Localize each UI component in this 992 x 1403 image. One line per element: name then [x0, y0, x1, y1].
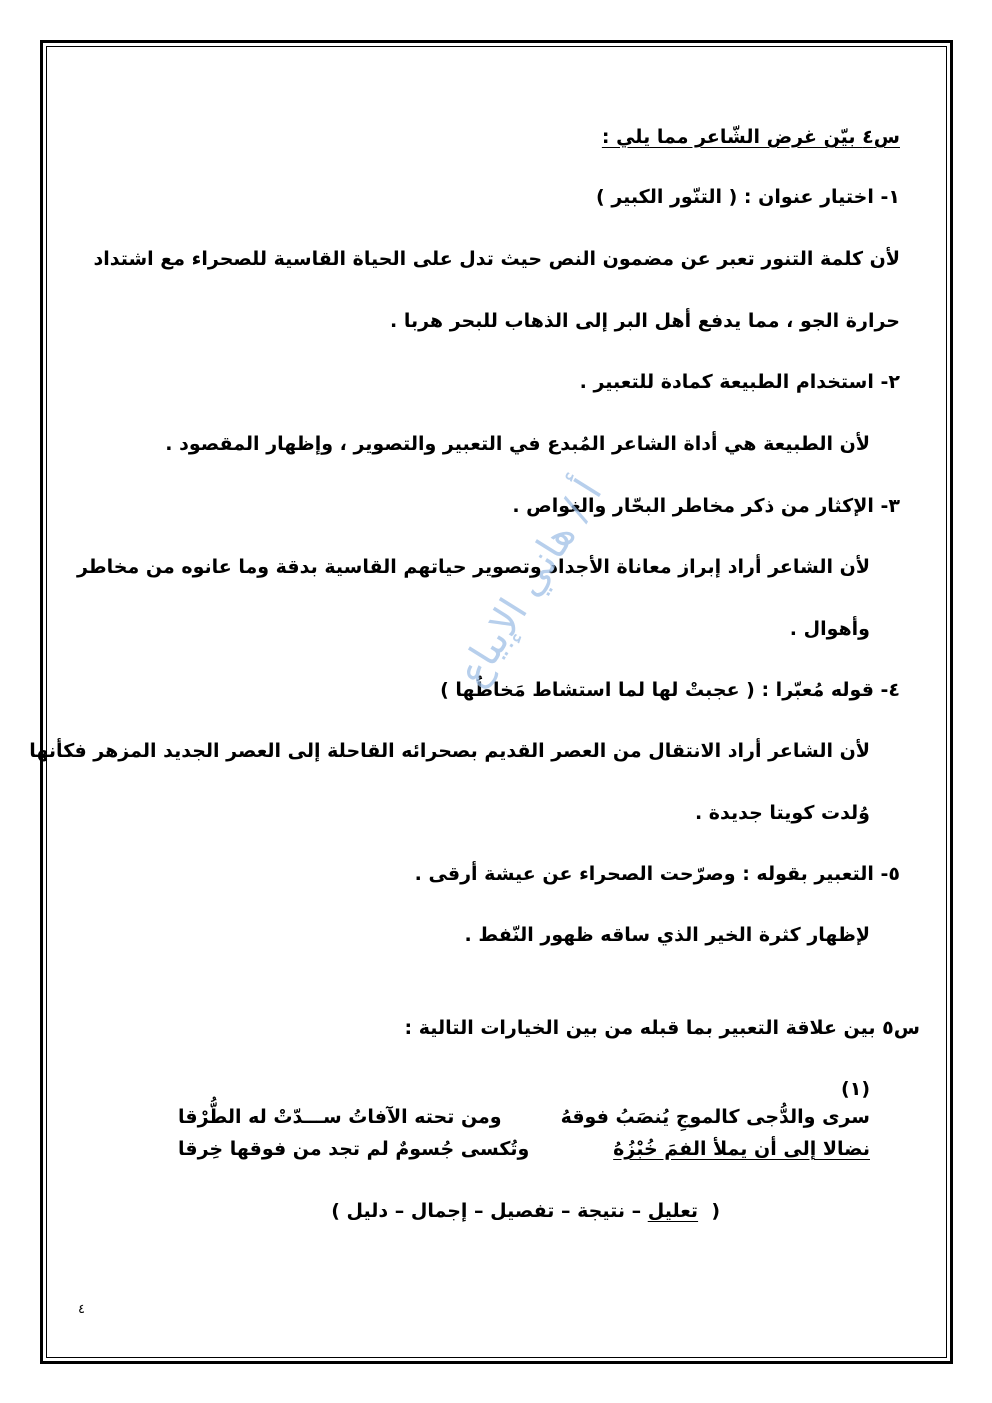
page-number: ٤: [78, 1302, 85, 1317]
item1-explanation-line2: حرارة الجو ، مما يدفع أهل البر إلى الذهاب للبحر هربا .: [390, 310, 900, 332]
verse1-second-hemistich: ومن تحته الآفاتُ ســـدّتْ له الطُّرْقا: [178, 1106, 502, 1128]
verse1-first-hemistich: سرى والدُّجى كالموجِ يُنصَبُ فوقهُ: [560, 1106, 870, 1128]
item2-heading: ٢- استخدام الطبيعة كمادة للتعبير .: [579, 371, 900, 393]
item5-heading: ٥- التعبير بقوله : وصرّحت الصحراء عن عيشة أرقى .: [414, 863, 900, 885]
verse2-second-hemistich: وتُكسى جُسومٌ لم تجد من فوقها خِرقا: [178, 1138, 530, 1160]
answer-choices: [331, 1198, 720, 1224]
item3-explanation-line1: لأن الشاعر أراد إبراز معاناة الأجداد وتصوير حياتهم القاسية بدقة وما عانوه من مخاطر: [76, 556, 870, 578]
choices-remaining: – نتيجة – تفصيل – إجمال – دليل ): [331, 1200, 642, 1222]
item4-explanation-line1: لأن الشاعر أراد الانتقال من العصر القديم بصحرائه القاحلة إلى العصر الجديد المزهر فكأنها: [29, 740, 870, 762]
item2-explanation-line1: لأن الطبيعة هي أداة الشاعر المُبدع في التعبير والتصوير ، وإظهار المقصود .: [165, 433, 870, 455]
question5-title: س٥ بين علاقة التعبير بما قبله من بين الخيارات التالية :: [404, 1017, 920, 1039]
question4-title: س٤ بيّن غرض الشّاعر مما يلي :: [601, 126, 900, 148]
item3-heading: ٣- الإكثار من ذكر مخاطر البحّار والغواص .: [512, 495, 900, 517]
item3-explanation-line2: وأهوال .: [789, 618, 870, 640]
verse2-first-hemistich: نضالا إلى أن يملأ الفمَ خُبْزُهُ: [613, 1138, 870, 1160]
choices-open-paren: (: [711, 1200, 720, 1222]
item5-explanation-line1: لإظهار كثرة الخير الذي ساقه ظهور النّفط .: [464, 924, 870, 946]
item1-explanation-line1: لأن كلمة التنور تعبر عن مضمون النص حيث تدل على الحياة القاسية للصحراء مع اشتداد: [93, 248, 900, 270]
choice-selected: تعليل: [647, 1200, 699, 1222]
item1-heading: ١- اختيار عنوان : ( التنّور الكبير ): [596, 186, 900, 208]
item4-heading: ٤- قوله مُعبّرا : ( عجبتْ لها لما استشاط مَخاطُها ): [440, 679, 900, 701]
watermark-text: أ / هاني الإبياع: [448, 471, 612, 695]
item4-explanation-line2: وُلدت كويتا جديدة .: [694, 802, 870, 824]
verse-number: (١): [841, 1078, 870, 1100]
